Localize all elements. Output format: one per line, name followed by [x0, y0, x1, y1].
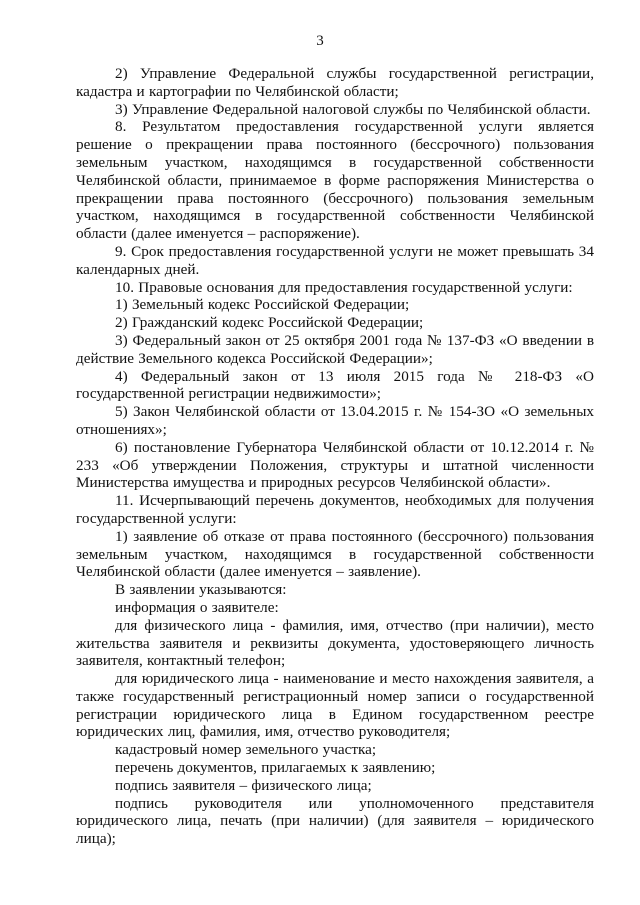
applicant-legal-entity: для юридического лица - наименование и место нахождения заявителя, а также государственный регистрационный номер записи о государственной регистрации юридического лица в Едином государственном реестре юридических лиц, фамилия, имя, отчество руководителя;: [76, 670, 594, 741]
legal-basis-item-6: 6) постановление Губернатора Челябинской области от 10.12.2014 г. № 233 «Об утверждении Положения, структуры и штатной численности Министерства имущества и природных ресурсов Челябинской области».: [76, 438, 594, 492]
paragraph-9-term: 9. Срок предоставления государственной услуги не может превышать 34 календарных дней.: [76, 242, 594, 278]
documents-item-1-application: 1) заявление об отказе от права постоянного (бессрочного) пользования земельным участком, находящимся в государственной собственности Челябинской области (далее именуется – заявление).: [76, 527, 594, 581]
application-contents-heading: В заявлении указываются:: [115, 581, 287, 599]
legal-basis-item-2: 2) Гражданский кодекс Российской Федерации;: [115, 314, 424, 332]
applicant-info-heading: информация о заявителе:: [115, 598, 279, 616]
document-body: [76, 65, 594, 848]
attached-documents-item: перечень документов, прилагаемых к заявлению;: [115, 759, 436, 777]
legal-basis-item-4: 4) Федеральный закон от 13 июля 2015 года № 218-ФЗ «О государственной регистрации недвижимости»;: [76, 367, 594, 403]
legal-basis-item-1: 1) Земельный кодекс Российской Федерации;: [115, 296, 410, 314]
paragraph-11-documents: 11. Исчерпывающий перечень документов, необходимых для получения государственной услуги:: [76, 492, 594, 527]
paragraph-item-3-tax-service: 3) Управление Федеральной налоговой службы по Челябинской области.: [115, 100, 591, 118]
applicant-individual: для физического лица - фамилия, имя, отчество (при наличии), место жительства заявителя и реквизиты документа, удостоверяющего личность заявителя, контактный телефон;: [76, 616, 594, 670]
page-number: 3: [316, 33, 324, 49]
legal-basis-item-3: 3) Федеральный закон от 25 октября 2001 года № 137-ФЗ «О введении в действие Земельного кодекса Российской Федерации»;: [76, 331, 594, 367]
cadastral-number-item: кадастровый номер земельного участка;: [115, 741, 377, 759]
paragraph-10-legal-basis: 10. Правовые основания для предоставления государственной услуги:: [115, 278, 573, 296]
individual-signature-item: подпись заявителя – физического лица;: [115, 776, 372, 794]
legal-entity-signature-item: подпись руководителя или уполномоченного представителя юридического лица, печать (при наличии) (для заявителя – юридического лица);: [76, 794, 594, 848]
paragraph-item-2-rosreestr: 2) Управление Федеральной службы государственной регистрации, кадастра и картографии по Челябинской области;: [76, 65, 594, 100]
paragraph-8-result: 8. Результатом предоставления государственной услуги является решение о прекращении права постоянного (бессрочного) пользования земельным участком, находящимся в государственной собственности Челябинской области, принимаемое в форме распоряжения Министерства о прекращении права постоянного (бессрочного) пользования земельным участком, находящимся в государственной собственности Челябинской области (далее именуется – распоряжение).: [76, 118, 594, 243]
legal-basis-item-5: 5) Закон Челябинской области от 13.04.2015 г. № 154-ЗО «О земельных отношениях»;: [76, 403, 594, 438]
